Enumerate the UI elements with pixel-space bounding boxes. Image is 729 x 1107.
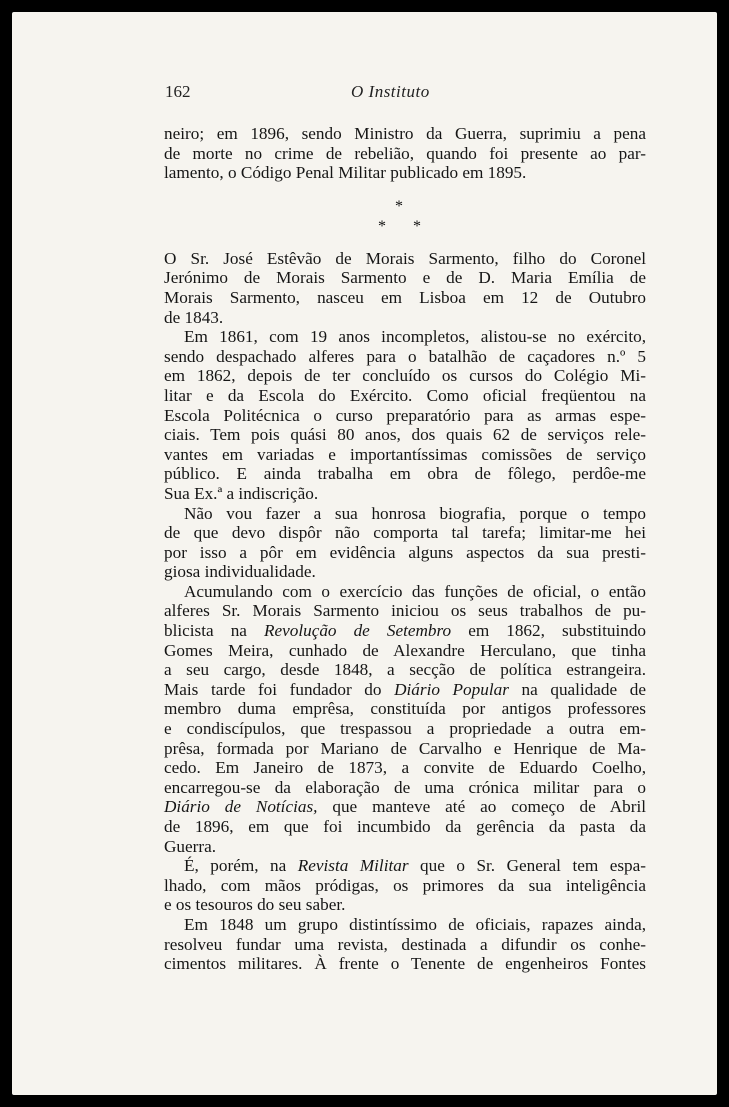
text-line: de que devo dispôr não comporta tal tarefa; limitar-me hei	[164, 523, 646, 543]
page-header	[165, 82, 613, 104]
text-line: neiro; em 1896, sendo Ministro da Guerra, suprimiu a pena	[164, 124, 646, 143]
text-line: resolveu fundar uma revista, destinada a difundir os conhe-	[164, 934, 646, 954]
text-line: cimentos militares. À frente o Tenente de engenheiros Fontes	[164, 954, 646, 974]
italic-title: Diário de Notícias,	[164, 797, 318, 817]
text-line: Em 1861, com 19 anos incompletos, alistou-se no exército,	[184, 327, 646, 347]
text-line: É, porém, na Revista Militar que o Sr. General tem espa-	[184, 856, 646, 876]
asterisk-icon: *	[395, 197, 403, 215]
text-line: e condiscípulos, que trespassou a propriedade a outra em-	[164, 719, 646, 739]
text-line: O Sr. José Estêvão de Morais Sarmento, filho do Coronel	[164, 248, 646, 268]
book-page	[12, 12, 717, 1095]
text-line: Acumulando com o exercício das funções de oficial, o então	[184, 581, 646, 601]
text-line: Gomes Meira, cunhado de Alexandre Herculano, que tinha	[164, 640, 646, 660]
text-line: giosa individualidade.	[164, 562, 316, 582]
text-line: litar e da Escola do Exército. Como oficial freqüentou na	[164, 385, 646, 405]
text-line: Sua Ex.ª a indiscrição.	[164, 483, 319, 503]
italic-title: Revista Militar	[297, 856, 409, 876]
text-line: Jerónimo de Morais Sarmento e de D. Maria Emília de	[164, 268, 646, 288]
text-line: sendo despachado alferes para o batalhão de caçadores n.º 5	[164, 346, 646, 366]
asterisk-icon: *	[378, 217, 386, 235]
text-line: membro duma emprêsa, constituída por antigos professores	[164, 699, 646, 719]
text-line: de 1843.	[164, 307, 224, 327]
italic-title: Revolução de Setembro	[263, 621, 452, 641]
text-line: prêsa, formada por Mariano de Carvalho e Henrique de Ma-	[164, 738, 646, 758]
text-line: Diário de Notícias, que manteve até ao começo de Abril	[164, 797, 647, 817]
text-line: Mais tarde foi fundador do Diário Popular na qualidade de	[164, 679, 646, 699]
text-line: Morais Sarmento, nasceu em Lisboa em 12 de Outubro	[164, 287, 646, 307]
text-line: vantes em variadas e importantíssimas comissões de serviço	[164, 444, 646, 464]
text-line: cedo. Em Janeiro de 1873, a convite de Eduardo Coelho,	[164, 758, 646, 778]
text-line: Escola Politécnica o curso preparatório para as armas espe-	[164, 405, 646, 425]
text-line: Guerra.	[164, 836, 217, 856]
italic-title: Diário Popular	[394, 679, 509, 699]
text-line: encarregou-se da elaboração de uma crónica militar para o	[164, 777, 646, 797]
text-line: blicista na Revolução de Setembro em 1862, substituindo	[164, 621, 647, 641]
running-title: O Instituto	[351, 82, 430, 101]
text-line: de morte no crime de rebelião, quando foi presente ao par-	[164, 143, 646, 163]
text-line: por isso a pôr em evidência alguns aspectos da sua presti-	[164, 542, 646, 562]
text-line: lhado, com mãos pródigas, os primores da sua inteligência	[164, 875, 646, 895]
text-line: público. E ainda trabalha em obra de fôlego, perdôe-me	[164, 464, 646, 484]
text-line: a seu cargo, desde 1848, a secção de política estrangeira.	[164, 660, 646, 680]
text-line: alferes Sr. Morais Sarmento iniciou os seus trabalhos de pu-	[164, 601, 646, 621]
text-line: Não vou fazer a sua honrosa biografia, porque o tempo	[184, 503, 646, 523]
text-line: de 1896, em que foi incumbido da gerência da pasta da	[164, 817, 646, 836]
asterisk-icon: *	[413, 217, 421, 235]
text-line: em 1862, depois de ter concluído os cursos do Colégio Mi-	[164, 366, 646, 386]
text-line: e os tesouros do seu saber.	[164, 895, 346, 915]
body-text	[164, 124, 646, 974]
text-line: lamento, o Código Penal Militar publicado em 1895.	[164, 163, 527, 183]
page-number: 162	[165, 82, 191, 101]
text-line: Em 1848 um grupo distintíssimo de oficiais, rapazes ainda,	[184, 914, 646, 934]
text-line: ciais. Tem pois quási 80 anos, dos quais 62 de serviços rele-	[164, 425, 646, 445]
section-separator	[164, 183, 646, 249]
